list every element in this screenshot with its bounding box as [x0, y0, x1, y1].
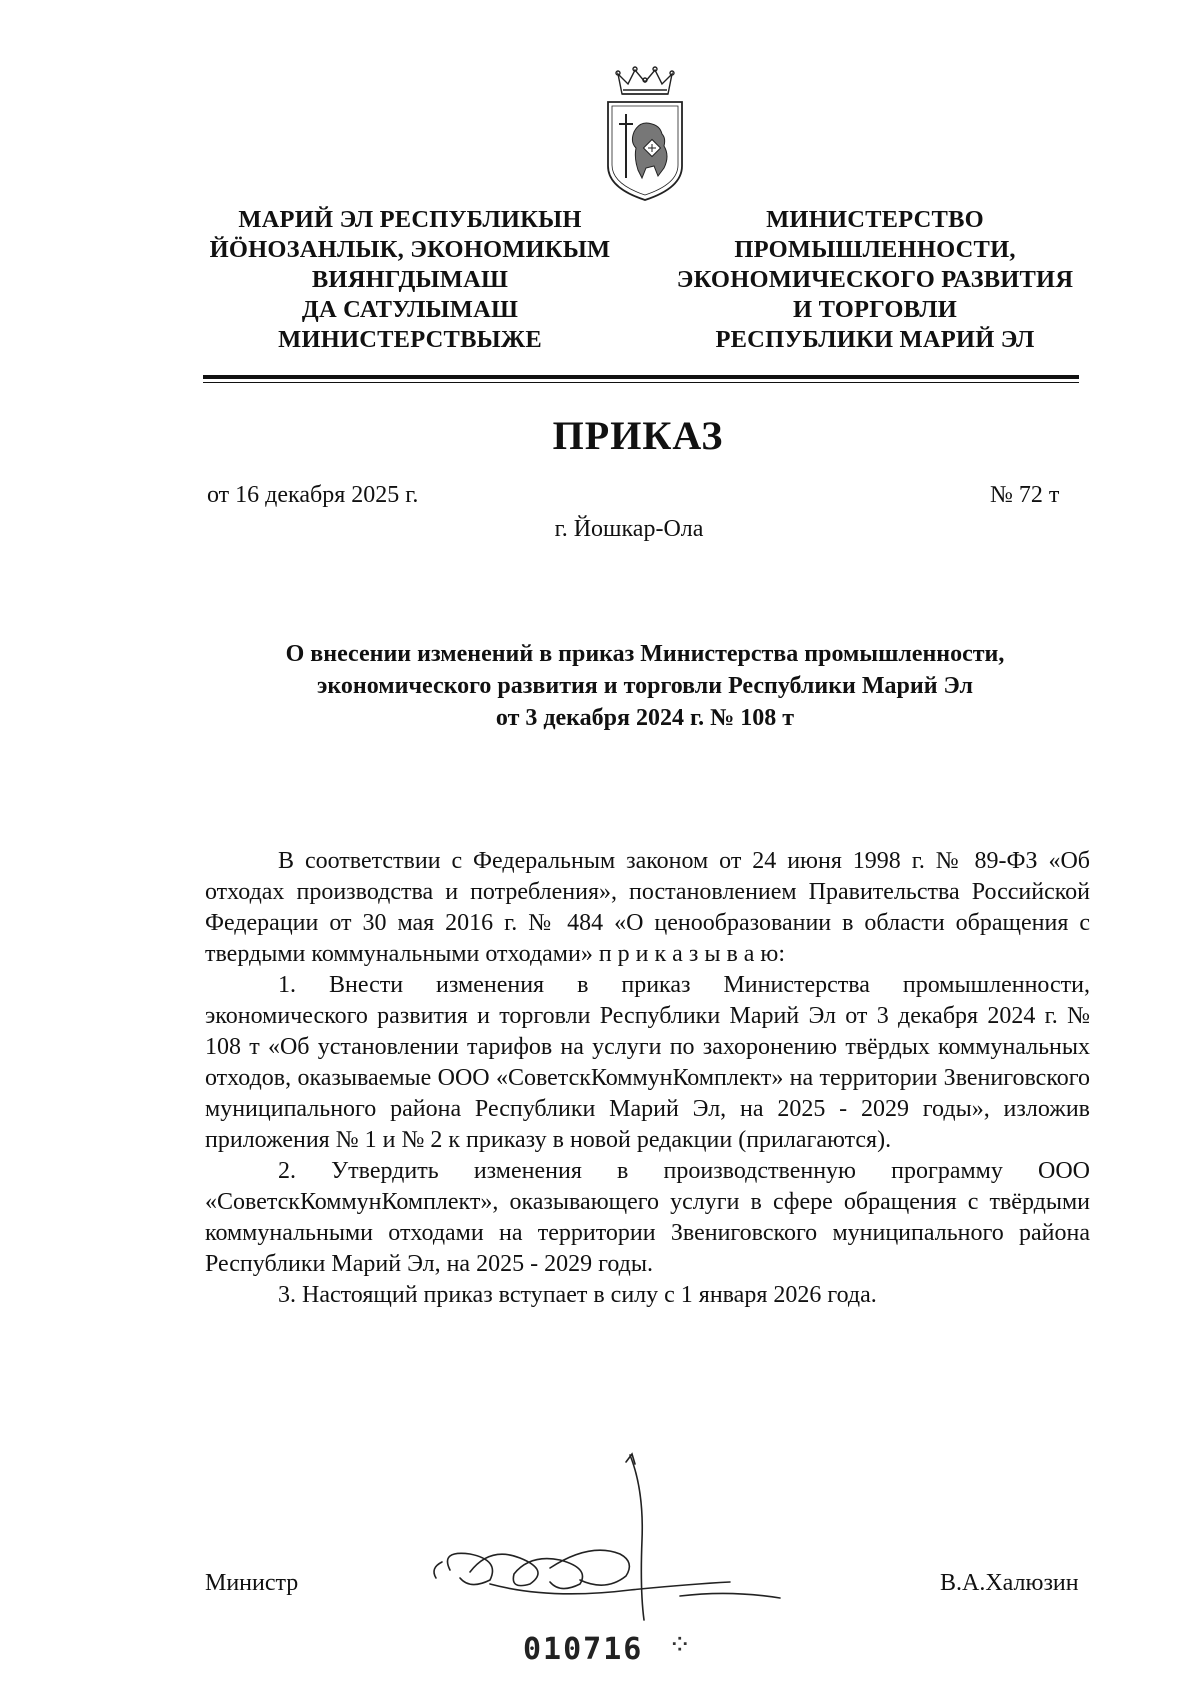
subject-line: экономического развития и торговли Республики Марий Эл	[317, 673, 973, 699]
header-russian-line: МИНИСТЕРСТВО	[766, 206, 984, 233]
body-paragraph-item-2: 2. Утвердить изменения в производственную программу ООО «СоветскКоммунКомплект», оказывающего услуги в сфере обращения с твёрдыми коммунальными отходами на территории Звениговского муниципального района Республики Марий Эл, на 2025 - 2029 годы.	[205, 1158, 1090, 1277]
header-mari-line: ВИЯНГДЫМАШ	[311, 266, 509, 293]
document-date: от 16 декабря 2025 г.	[207, 482, 419, 508]
header-divider-thin	[203, 382, 1079, 383]
document-city: г. Йошкар-Ола	[554, 516, 704, 542]
document-body	[205, 846, 1090, 1311]
header-russian-line: И ТОРГОВЛИ	[793, 296, 957, 323]
header-mari-line: ЙӦНОЗАНЛЫК, ЭКОНОМИКЫМ	[209, 236, 611, 263]
document-title: ПРИКАЗ	[552, 413, 724, 458]
handwritten-signature	[430, 1450, 810, 1650]
document-subject	[200, 638, 1090, 734]
body-paragraph-preamble: В соответствии с Федеральным законом от 24 июня 1998 г. № 89-ФЗ «Об отходах производства и потребления», постановлением Правительства Российской Федерации от 30 мая 2016 г. № 484 «О ценообразовании в области обращения с твердыми коммунальными отходами» п р и к а з ы в а ю:	[205, 848, 1090, 967]
subject-line: О внесении изменений в приказ Министерства промышленности,	[285, 641, 1005, 667]
body-paragraph-item-1: 1. Внести изменения в приказ Министерства промышленности, экономического развития и торговли Республики Марий Эл от 3 декабря 2024 г. № 108 т «Об установлении тарифов на услуги по захоронению твёрдых коммунальных отходов, оказываемые ООО «СоветскКоммунКомплект» на территории Звениговского муниципального района Республики Марий Эл, на 2025 - 2029 годы», изложив приложения № 1 и № 2 к приказу в новой редакции (прилагаются).	[205, 972, 1090, 1153]
header-russian-line: ЭКОНОМИЧЕСКОГО РАЗВИТИЯ	[676, 266, 1074, 293]
registration-stamp-number: 010716	[523, 1632, 644, 1667]
header-mari-line: МАРИЙ ЭЛ РЕСПУБЛИКЫН	[238, 206, 582, 233]
header-mari-line: МИНИСТЕРСТВЫЖЕ	[278, 326, 542, 353]
stamp-mark: ⁘	[668, 1630, 692, 1661]
header-russian-line: ПРОМЫШЛЕННОСТИ,	[734, 236, 1016, 263]
signer-role: Министр	[205, 1570, 299, 1596]
document-number: № 72 т	[990, 482, 1060, 508]
subject-line: от 3 декабря 2024 г. № 108 т	[495, 705, 795, 731]
header-russian-ministry-name	[650, 205, 1100, 355]
header-russian-line: РЕСПУБЛИКИ МАРИЙ ЭЛ	[715, 326, 1035, 353]
header-divider-thick	[203, 375, 1079, 379]
header-mari-line: ДА САТУЛЫМАШ	[301, 296, 519, 323]
coat-of-arms-icon	[600, 66, 690, 206]
body-paragraph-item-3: 3. Настоящий приказ вступает в силу с 1 января 2026 года.	[278, 1282, 877, 1308]
signer-name: В.А.Халюзин	[940, 1570, 1079, 1596]
header-mari-ministry-name	[190, 205, 630, 355]
